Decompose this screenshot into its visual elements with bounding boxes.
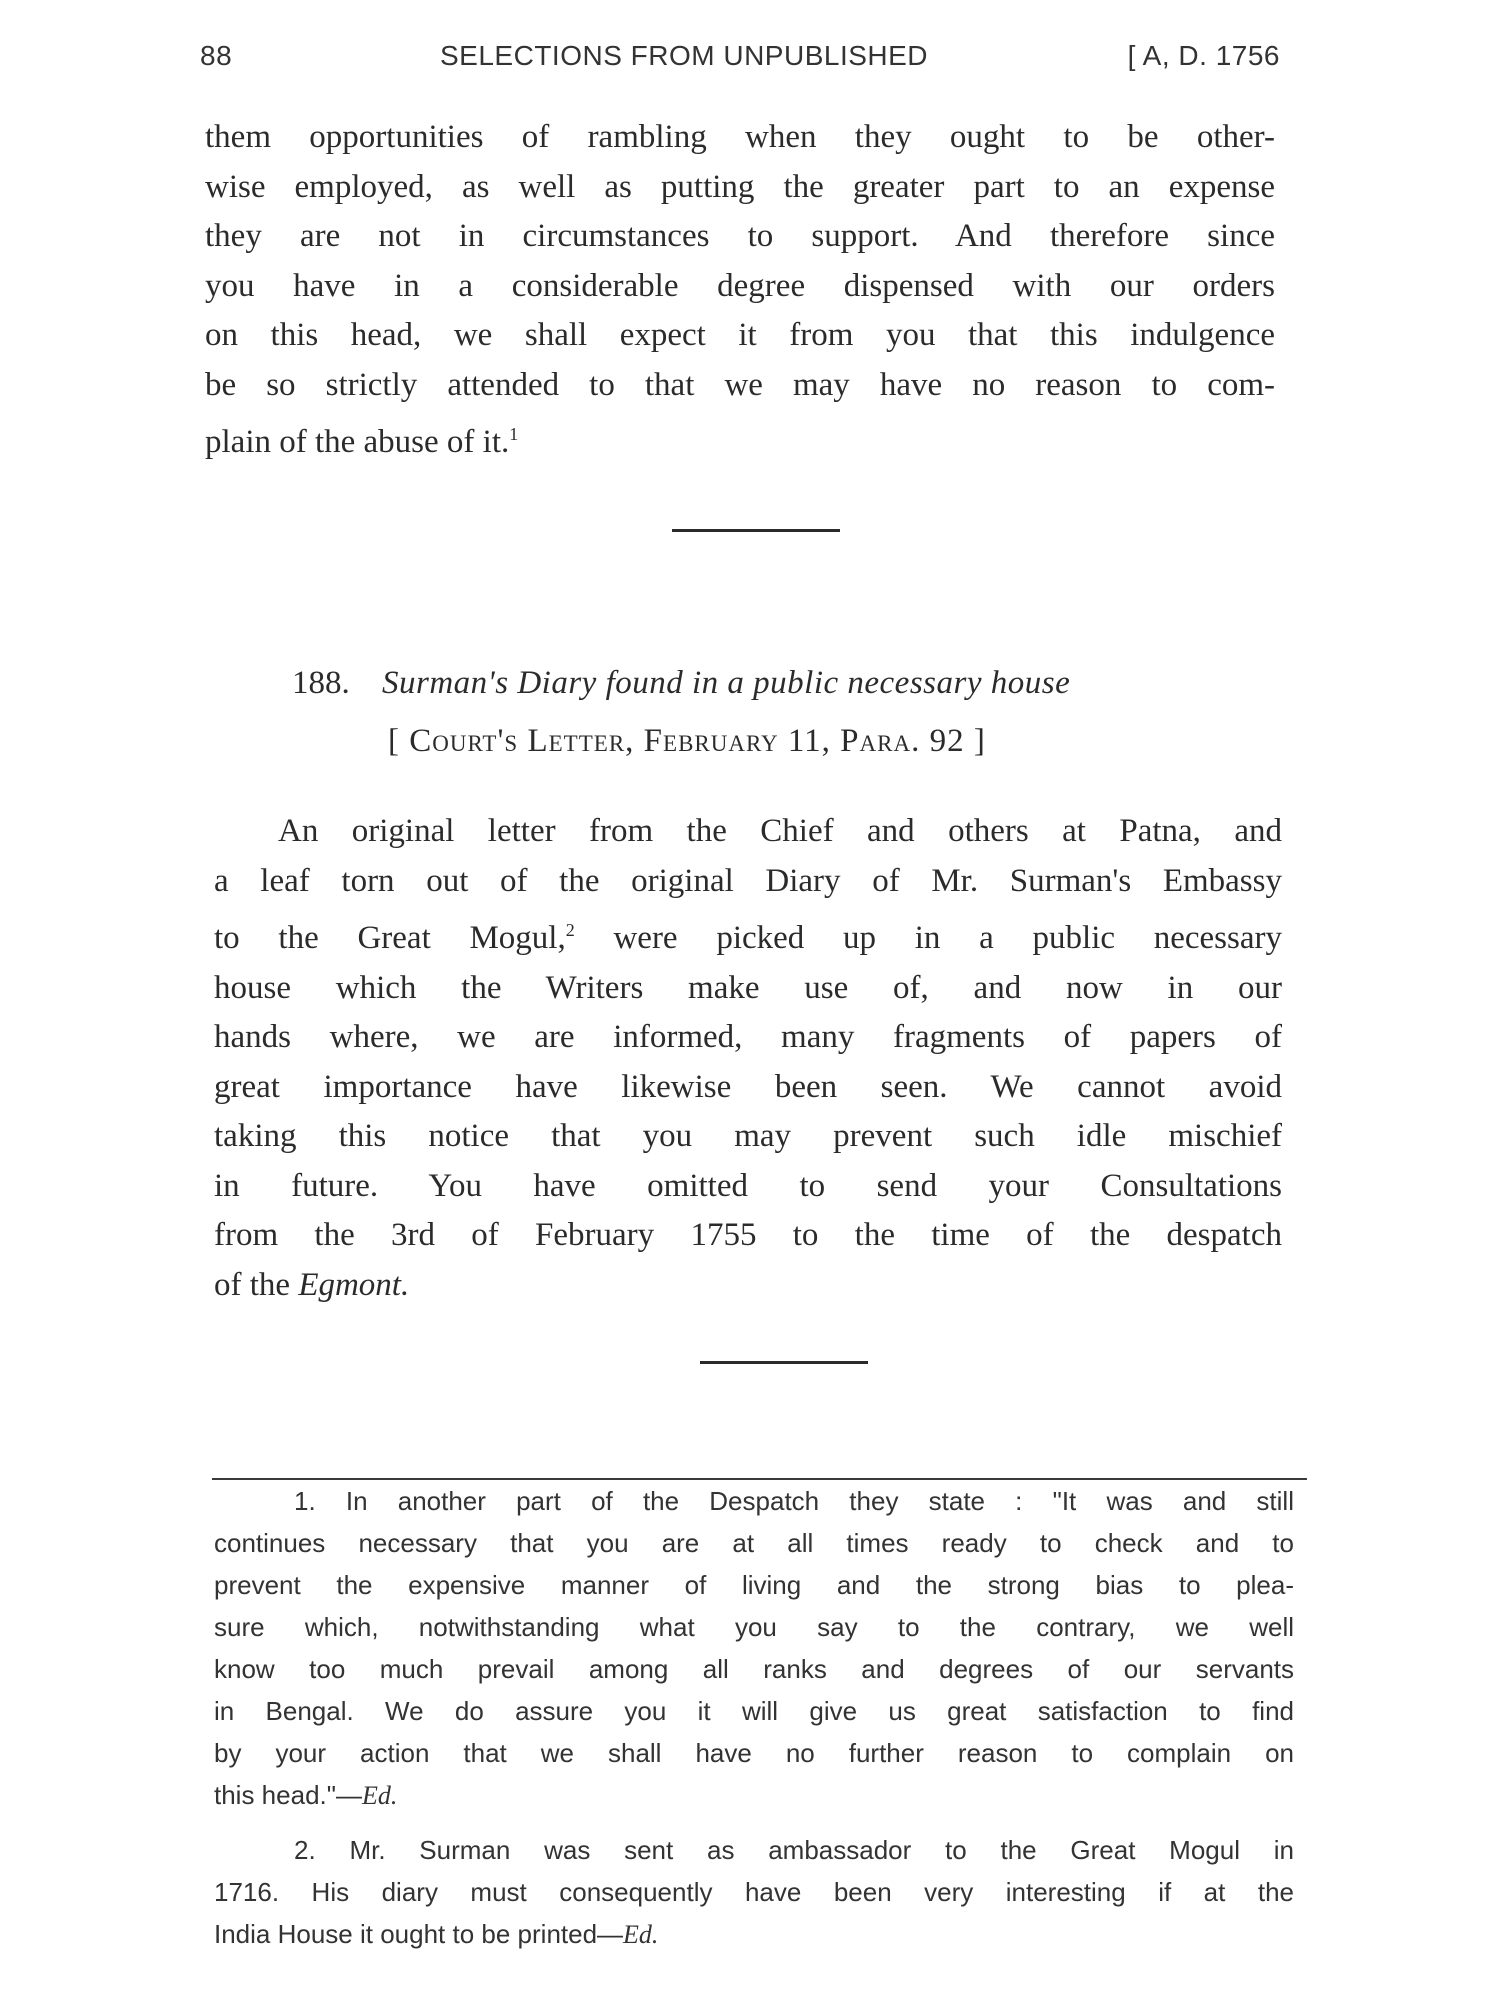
section-divider — [700, 1361, 868, 1364]
paragraph-line: you have in a considerable degree dispensed with our orders — [205, 267, 1275, 304]
paragraph-line-text: of the — [214, 1266, 291, 1303]
footnote-line: know too much prevail among all ranks and degrees of our servants — [214, 1654, 1294, 1684]
paragraph-line: they are not in circumstances to support. And therefore since — [205, 218, 1275, 254]
section-number: 188. — [292, 665, 350, 701]
editor-mark: Ed. — [623, 1920, 659, 1949]
paragraph-line: taking this notice that you may prevent such idle mischief — [214, 1118, 1282, 1154]
paragraph-line: house which the Writers make use of, and now in our — [214, 969, 1282, 1006]
section-title: Surman's Diary found in a public necessary house — [382, 665, 1071, 701]
paragraph-line: great importance have likewise been seen. We cannot avoid — [214, 1068, 1282, 1105]
paragraph-line-rest: were picked up in a public necessary — [613, 920, 1283, 956]
paragraph-line-text: plain of the abuse of it. — [205, 424, 510, 460]
paragraph-line: hands where, we are informed, many fragments of papers of — [214, 1019, 1282, 1055]
footnotes — [214, 1480, 1294, 1956]
footnote-line-text: this head."— — [214, 1780, 362, 1810]
paragraph-line-text: to the Great Mogul, — [214, 920, 566, 956]
running-head — [200, 40, 1280, 80]
paragraph-line: in future. You have omitted to send your Consultations — [214, 1167, 1282, 1204]
footnote-line: sure which, notwithstanding what you say to the contrary, we well — [214, 1612, 1294, 1642]
paragraph-line: on this head, we shall expect it from you that this indulgence — [205, 317, 1275, 353]
paragraph-line-with-footnote — [214, 906, 1282, 964]
footnote-line: prevent the expensive manner of living and the strong bias to plea- — [214, 1570, 1294, 1600]
page-number: 88 — [200, 40, 233, 71]
editor-mark: Ed. — [361, 1781, 398, 1810]
paragraph-line: be so strictly attended to that we may have no reason to com- — [205, 366, 1275, 403]
paragraph-line: An original letter from the Chief and others at Patna, and — [278, 813, 1282, 849]
continued-paragraph — [205, 113, 1275, 468]
paragraph-last-line — [214, 1261, 1282, 1311]
running-year: [ A, D. 1756 — [1127, 40, 1280, 71]
footnote-line: continues necessary that you are at all times ready to check and to — [214, 1528, 1294, 1558]
footnote-2 — [214, 1829, 1294, 1956]
footnote-line: 2. Mr. Surman was sent as ambassador to the Great Mogul in — [294, 1835, 1294, 1865]
footnote-last-line — [214, 1774, 1294, 1817]
paragraph-line: wise employed, as well as putting the greater part to an expense — [205, 168, 1275, 205]
footnote-line: 1. In another part of the Despatch they state : "It was and still — [294, 1486, 1294, 1516]
footnote-line: by your action that we shall have no further reason to complain on — [214, 1738, 1294, 1768]
footnote-ref-1: 1 — [509, 424, 519, 444]
footnote-last-line — [214, 1913, 1294, 1956]
section-source: [ Court's Letter, February 11, Para. 92 ] — [388, 723, 986, 759]
ship-name: Egmont. — [298, 1266, 410, 1303]
running-title: SELECTIONS FROM UNPUBLISHED — [440, 40, 929, 71]
section-divider — [672, 529, 840, 532]
footnote-line: in Bengal. We do assure you it will give us great satisfaction to find — [214, 1696, 1294, 1726]
footnote-line-text: India House it ought to be printed— — [214, 1919, 624, 1949]
paragraph-line: them opportunities of rambling when they ought to be other- — [205, 119, 1275, 155]
paragraph-last-line — [205, 410, 1275, 468]
footnote-ref-2: 2 — [565, 920, 575, 940]
paragraph-line: a leaf torn out of the original Diary of Mr. Surman's Embassy — [214, 862, 1282, 899]
main-paragraph — [214, 807, 1282, 1310]
footnote-line: 1716. His diary must consequently have been very interesting if at the — [214, 1877, 1294, 1907]
footnote-1 — [214, 1480, 1294, 1817]
paragraph-line: from the 3rd of February 1755 to the time of the despatch — [214, 1217, 1282, 1253]
section-heading — [292, 665, 1252, 702]
